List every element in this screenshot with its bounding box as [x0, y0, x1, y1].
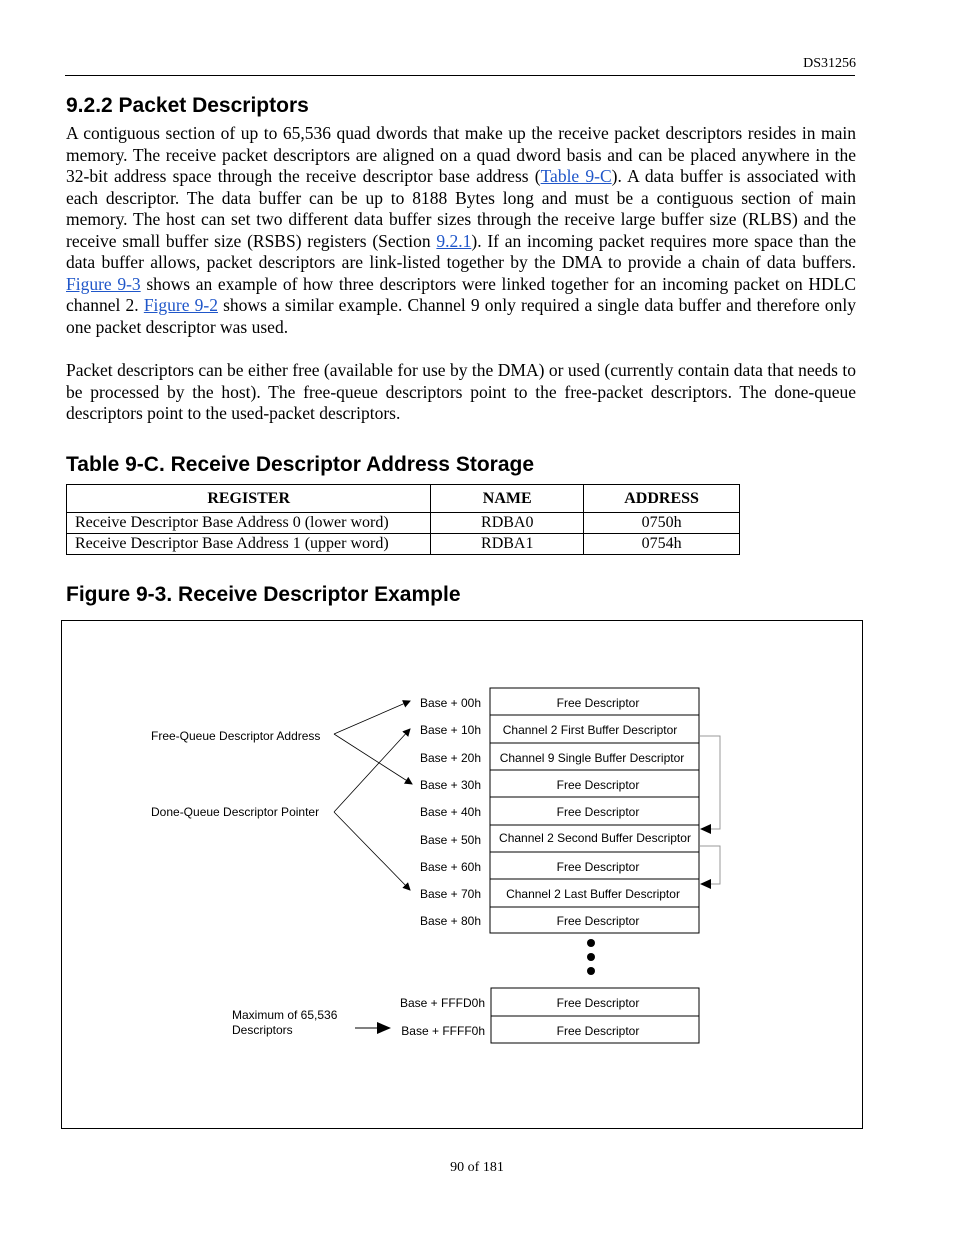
descriptor-label: Channel 2 First Buffer Descriptor [502, 723, 678, 737]
section-title: 9.2.2 Packet Descriptors [66, 94, 309, 117]
address-label: Base + 70h [419, 887, 481, 901]
link-figure-9-3[interactable]: Figure 9-3 [66, 273, 141, 294]
done-queue-arrow-to-70h [334, 812, 410, 890]
address-label: Base + 80h [419, 914, 481, 928]
descriptor-label: Free Descriptor [556, 914, 640, 928]
figure-title: Figure 9-3. Receive Descriptor Example [66, 583, 461, 606]
address-label: Base + 40h [419, 805, 481, 819]
chain-link-first-to-second [700, 736, 720, 829]
link-figure-9-2[interactable]: Figure 9-2 [143, 295, 218, 315]
descriptor-label: Free Descriptor [556, 778, 640, 792]
cell-name: RDBA0 [431, 513, 584, 534]
cell-register: Receive Descriptor Base Address 1 (upper word) [67, 534, 431, 555]
col-header-register: REGISTER [67, 485, 431, 513]
table-title: Table 9-C. Receive Descriptor Address Storage [66, 453, 534, 476]
descriptor-label: Channel 2 Last Buffer Descriptor [506, 887, 680, 901]
descriptor-label: Channel 2 Second Buffer Descriptor [499, 831, 691, 845]
address-label: Base + FFFD0h [399, 996, 485, 1010]
cell-address: 0754h [584, 534, 740, 555]
free-queue-arrow-to-30h [334, 734, 412, 784]
address-label: Base + 60h [419, 860, 481, 874]
col-header-address: ADDRESS [584, 485, 740, 513]
chain-arrowhead [700, 824, 711, 834]
max-label-line1: Maximum of 65,536 [232, 1008, 338, 1022]
continuation-dot [587, 939, 595, 947]
address-label: Base + 10h [419, 723, 481, 737]
continuation-dot [587, 967, 595, 975]
address-label: Base + 00h [419, 696, 481, 710]
chain-link-second-to-last [700, 846, 720, 884]
descriptor-label: Free Descriptor [556, 1024, 640, 1038]
chain-arrowhead [700, 879, 711, 889]
document-id: DS31256 [803, 56, 856, 71]
max-label-line2: Descriptors [232, 1023, 293, 1037]
done-queue-label: Done-Queue Descriptor Pointer [151, 805, 320, 819]
cell-register: Receive Descriptor Base Address 0 (lower word) [67, 513, 431, 534]
paragraph-1: A contiguous section of up to 65,536 quad dwords that make up the receive packet descriptors resides in main memory. The receive packet descriptors are aligned on a quad dword basis and can be placed anywhere in the 32-bit address space through the receive descriptor base address (Table 9-C). A data buffer is associated with each descriptor. The data buffer can be up to 8188 Bytes long and must be a contiguous section of main memory. The host can set two different data buffer sizes through the receive large buffer size (RLBS) and the receive small buffer size (RSBS) registers (Section 9.2.1). If an incoming packet requires more space than the data buffer allows, packet descriptors are link-listed together by the DMA to provide a chain of data buffers. Figure 9-3 shows an example of how three descriptors were linked together for an incoming packet on HDLC channel 2. Figure 9-2 shows a similar example. Channel 9 only required a single data buffer and therefore only one packet descriptor was used. [66, 123, 856, 337]
link-table-9c[interactable]: Table 9-C [540, 166, 612, 186]
descriptor-label: Channel 9 Single Buffer Descriptor [499, 751, 685, 765]
free-queue-label: Free-Queue Descriptor Address [151, 729, 321, 743]
cell-name: RDBA1 [431, 534, 584, 555]
descriptor-label: Free Descriptor [556, 805, 640, 819]
address-label: Base + 30h [419, 778, 481, 792]
descriptor-label: Free Descriptor [556, 860, 640, 874]
link-section-921[interactable]: 9.2.1 [436, 230, 472, 251]
free-queue-arrow-to-00h [334, 701, 410, 734]
continuation-dot [587, 953, 595, 961]
address-label: Base + FFFF0h [401, 1024, 485, 1038]
descriptor-label: Free Descriptor [556, 696, 640, 710]
address-label: Base + 20h [419, 751, 481, 765]
col-header-name: NAME [431, 485, 584, 513]
page-number: 90 of 181 [450, 1160, 504, 1175]
address-label: Base + 50h [419, 833, 481, 847]
paragraph-2: Packet descriptors can be either free (available for use by the DMA) or used (currently contain data that needs to be processed by the host). The free-queue descriptors point to the free-packet descriptors. The done-queue descriptors point to the used-packet descriptors. [66, 360, 856, 423]
cell-address: 0750h [584, 513, 740, 534]
descriptor-label: Free Descriptor [556, 996, 640, 1010]
